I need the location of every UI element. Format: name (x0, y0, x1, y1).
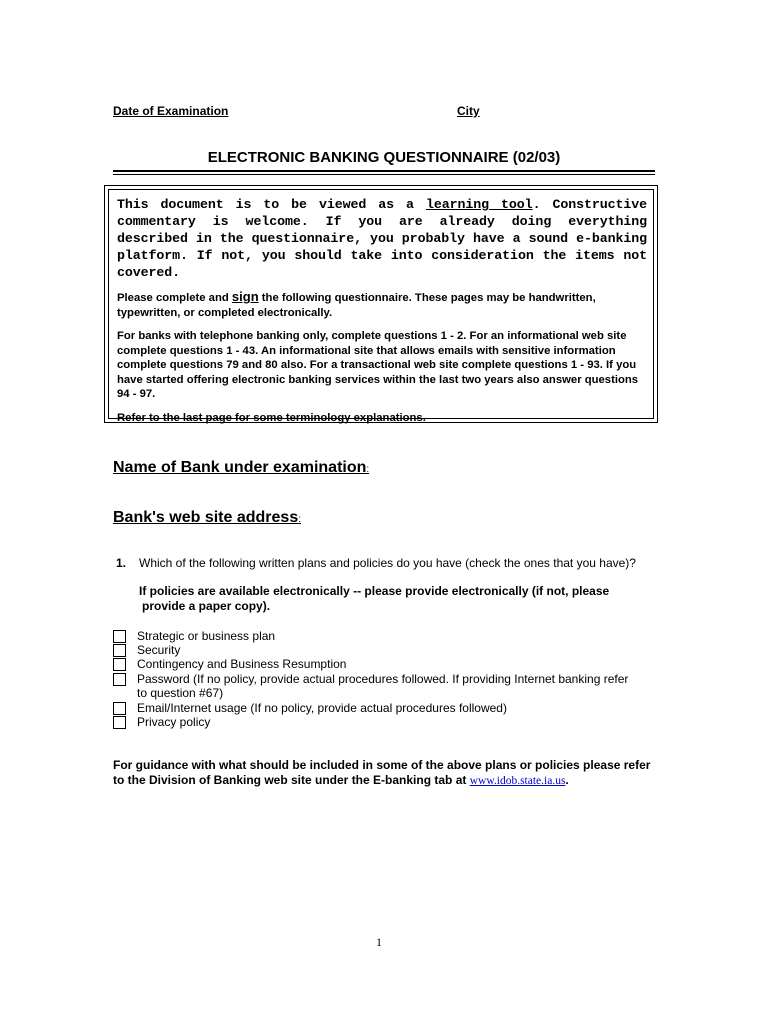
bank-name-heading (113, 459, 369, 477)
intro-terminology-paragraph: Refer to the last page for some terminology explanations. (117, 411, 426, 424)
intro-main-after: . Constructive commentary is welcome. If you are already doing everything described in the questionnaire, you probably have a sound e-banking platform. If not, you should take into consideration the items not covered. (117, 197, 648, 280)
intro-p1-before: Please complete and (117, 292, 232, 304)
title-rule-thin (113, 174, 655, 175)
title-rule (113, 170, 655, 172)
intro-box (104, 185, 658, 423)
bank-website-heading (113, 509, 301, 527)
city-label: City (457, 104, 480, 118)
division-of-banking-link[interactable]: www.idob.state.ia.us (469, 775, 566, 787)
intro-p1-after: the following questionnaire. These pages may be handwritten, typewritten, or completed electronically. (117, 292, 596, 319)
question-instruction-line-1: If policies are available electronically -- please provide electronically (if not, please (139, 584, 610, 598)
intro-box-inner (108, 189, 654, 424)
question-number: 1. (116, 556, 127, 570)
policy-option-label-continued: to question #67) (137, 686, 224, 700)
guidance-text: For guidance with what should be included in some of the above plans or policies please refer to the Division of Banking web site under the E-banking tab at (113, 758, 651, 787)
guidance-paragraph (113, 758, 658, 789)
question-instruction-line-2: provide a paper copy). (142, 599, 271, 613)
policy-option-label: Password (If no policy, provide actual procedures followed. If providing Internet banking refer (137, 672, 629, 686)
bank-website-heading-text: Bank's web site address (113, 509, 299, 526)
page-number: 1 (376, 935, 382, 949)
date-of-examination-label: Date of Examination (113, 104, 229, 118)
intro-instructions-paragraph (117, 290, 647, 320)
guidance-end: . (565, 773, 569, 787)
learning-tool-text: learning tool (425, 197, 533, 212)
bank-website-colon: : (298, 514, 301, 525)
checkbox[interactable] (113, 702, 126, 715)
checkbox[interactable] (113, 658, 126, 671)
policy-option-label: Privacy policy (137, 715, 211, 729)
intro-main-before: This document is to be viewed as a (117, 197, 426, 212)
checkbox[interactable] (113, 644, 126, 657)
checkbox[interactable] (113, 673, 126, 686)
checkbox[interactable] (113, 716, 126, 729)
intro-question-ranges-paragraph: For banks with telephone banking only, complete questions 1 - 2. For an informational web site complete questions 1 - 43. An informational site that allows emails with sensitive information complete questions 79 and 80 also. For a transactional web site complete questions 1 - 93. If you have started offering electronic banking services within the last two years also answer questions 94 - 97. (117, 330, 639, 400)
intro-main-paragraph (117, 196, 647, 281)
bank-name-colon: : (366, 464, 370, 475)
question-text: Which of the following written plans and policies do you have (check the ones that you have)? (139, 556, 636, 570)
policy-option-label: Security (137, 643, 181, 657)
policy-option-label: Contingency and Business Resumption (137, 657, 347, 671)
policy-option-label: Strategic or business plan (137, 629, 276, 643)
checkbox[interactable] (113, 630, 126, 643)
policy-option-label: Email/Internet usage (If no policy, provide actual procedures followed) (137, 701, 507, 715)
bank-name-heading-text: Name of Bank under examination (113, 459, 367, 476)
document-title: ELECTRONIC BANKING QUESTIONNAIRE (02/03) (207, 149, 561, 166)
question-instruction (139, 584, 659, 614)
sign-text: sign (231, 289, 259, 304)
